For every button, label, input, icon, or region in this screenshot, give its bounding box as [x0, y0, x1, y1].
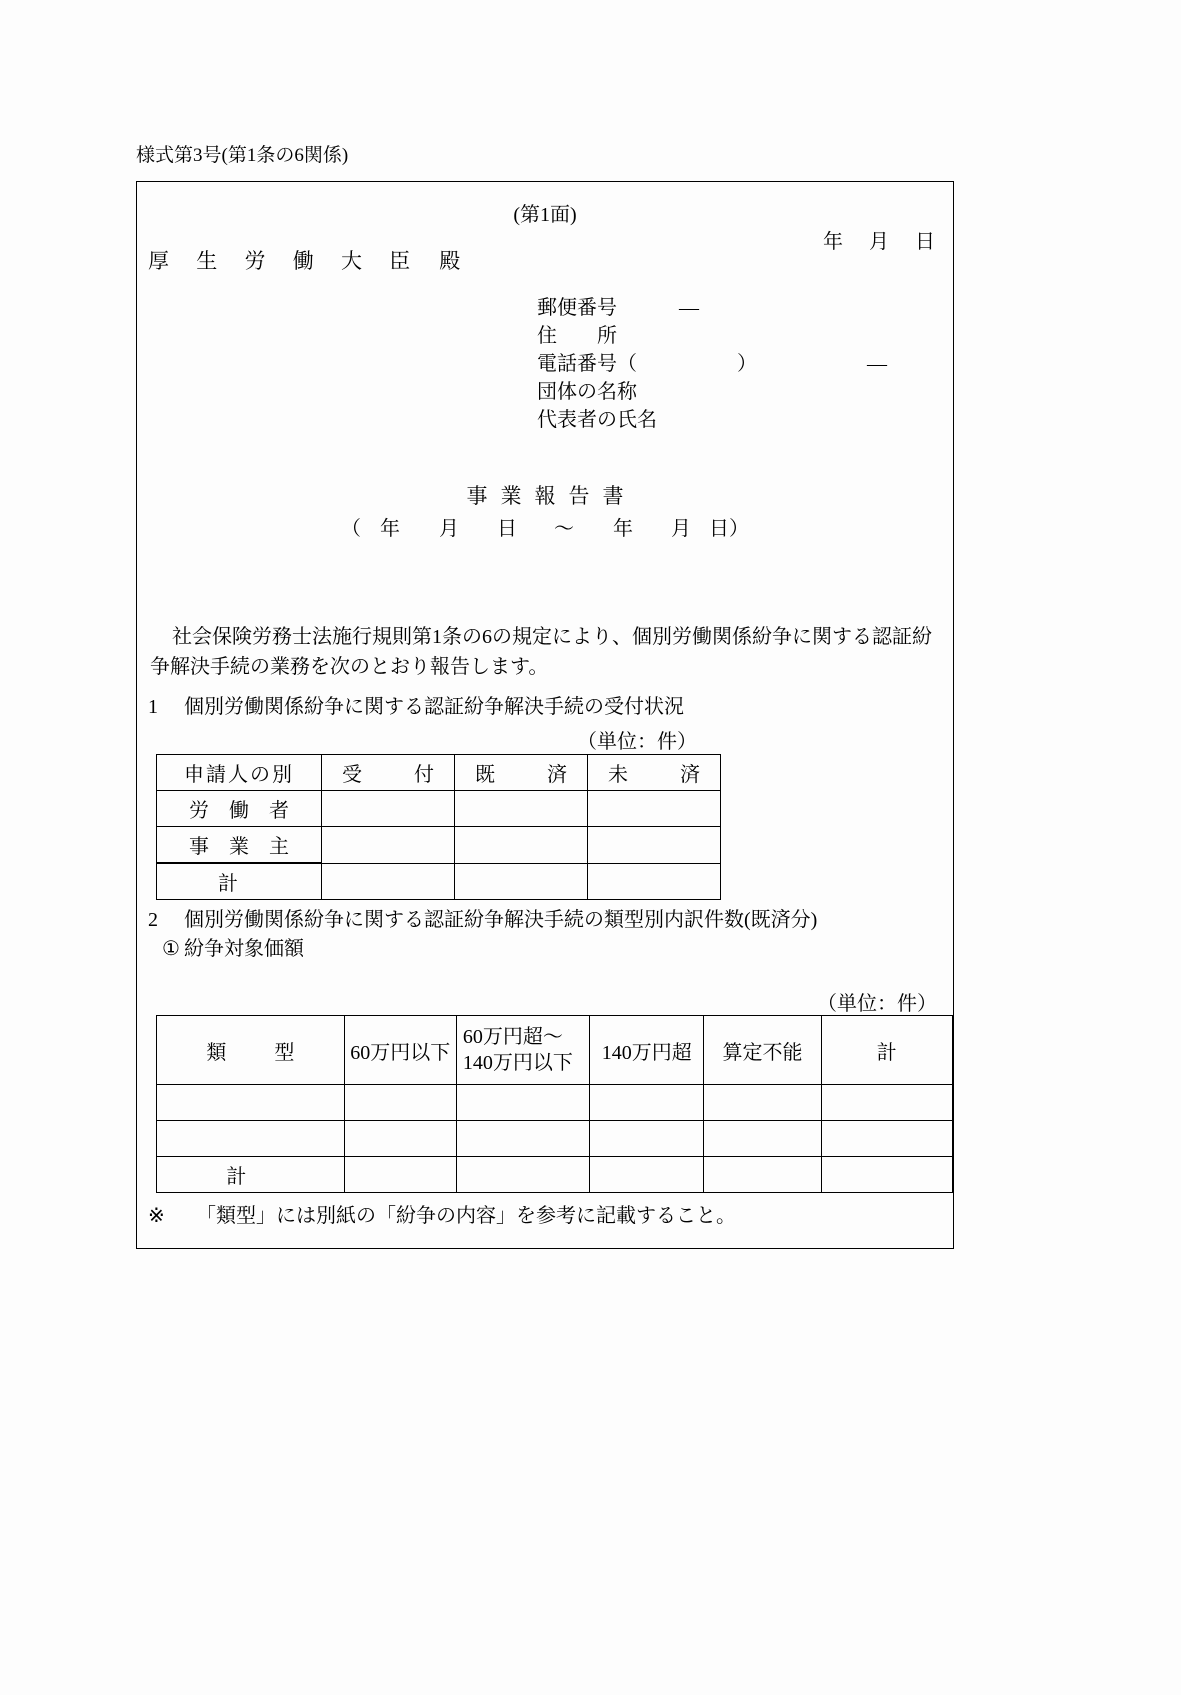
section2-heading [148, 903, 817, 932]
table-header-row [157, 1016, 953, 1085]
body-paragraph: 社会保険労務士法施行規則第1条の6の規定により、個別労働関係紛争に関する認証紛争解決手続の業務を次のとおり報告します。 [150, 626, 932, 678]
representative-name-label: 代表者の氏名 [537, 409, 657, 431]
addressee-label: 厚 生 労 働 大 臣 [148, 249, 422, 273]
document-title: 事業報告書 [466, 484, 637, 508]
header-over-1400k: 140万円超 [589, 1016, 704, 1085]
row-label-total: 計 [157, 1157, 345, 1193]
addressee-honorific: 殿 [439, 249, 472, 273]
table-row [157, 827, 721, 864]
cell-total-not-calculable[interactable] [704, 1157, 821, 1193]
header-completed: 既 済 [455, 755, 588, 791]
cell-worker-received[interactable] [322, 791, 455, 827]
header-applicant-type: 申請人の別 [157, 755, 322, 791]
section1-number: 1 [148, 696, 158, 718]
section2-subsection-title: 紛争対象価額 [184, 938, 304, 960]
period-year-start: 年 [380, 518, 400, 540]
face-label: (第1面) [513, 204, 577, 226]
period-year-end: 年 [613, 518, 633, 540]
cell-total-received[interactable] [322, 863, 455, 900]
cell-row2-600k-to-1400k[interactable] [456, 1121, 589, 1157]
section1-unit-note: （単位：件） [577, 731, 697, 753]
cell-row1-600k-to-1400k[interactable] [456, 1085, 589, 1121]
table-row [157, 791, 721, 827]
date-year-label: 年 [823, 231, 843, 253]
table-row-total [157, 1157, 953, 1193]
telephone-label: 電話番号 [537, 353, 617, 375]
cell-employer-received[interactable] [322, 827, 455, 864]
cell-grand-total[interactable] [821, 1157, 952, 1193]
cell-row1-total[interactable] [821, 1085, 952, 1121]
footnote [148, 1199, 736, 1228]
date-month-label: 月 [869, 231, 889, 253]
footnote-mark: ※ [148, 1205, 165, 1227]
organization-name-label: 団体の名称 [537, 381, 637, 403]
form-number: 様式第3号(第1条の6関係) [136, 145, 349, 166]
header-not-calculable: 算定不能 [704, 1016, 821, 1085]
period-day-start: 日 [497, 518, 517, 540]
period-tilde: ～ [554, 518, 574, 540]
header-type: 類 型 [157, 1016, 345, 1085]
applicant-info-block [537, 294, 887, 434]
row-label-employer: 事 業 主 [157, 827, 322, 864]
section1-title-text: 個別労働関係紛争に関する認証紛争解決手続の受付状況 [184, 696, 684, 718]
telephone-row [537, 350, 887, 378]
section2-unit-note: （単位：件） [817, 993, 937, 1015]
telephone-dash: — [867, 353, 887, 375]
telephone-open-paren: （ [617, 353, 637, 375]
dispute-amount-table [156, 1015, 953, 1193]
table-header-row [157, 755, 721, 791]
cell-employer-pending[interactable] [588, 827, 721, 864]
telephone-close-paren: ） [737, 353, 757, 375]
address-row [537, 322, 887, 350]
section2-title-text: 個別労働関係紛争に関する認証紛争解決手続の類型別内訳件数(既済分) [184, 909, 818, 931]
cell-total-600k-to-1400k[interactable] [456, 1157, 589, 1193]
header-pending: 未 済 [588, 755, 721, 791]
postal-dash: — [679, 297, 699, 319]
cell-row1-not-calculable[interactable] [704, 1085, 821, 1121]
period-month-end: 月 [671, 518, 691, 540]
address-label: 住 所 [537, 325, 617, 347]
header-600k-to-1400k-line2: 140万円以下 [462, 1052, 573, 1074]
cell-row2-total[interactable] [821, 1121, 952, 1157]
cell-row1-under-600k[interactable] [344, 1085, 456, 1121]
cell-row2-over-1400k[interactable] [589, 1121, 704, 1157]
header-600k-to-1400k [456, 1016, 589, 1085]
section2-subheading [148, 932, 304, 961]
organization-name-row [537, 378, 887, 406]
header-600k-to-1400k-line1: 60万円超～ [462, 1026, 563, 1048]
representative-name-row [537, 406, 887, 434]
table-row [157, 1121, 953, 1157]
postal-label: 郵便番号 [537, 297, 617, 319]
cell-worker-completed[interactable] [455, 791, 588, 827]
header-received: 受 付 [322, 755, 455, 791]
cell-total-pending[interactable] [588, 863, 721, 900]
cell-employer-completed[interactable] [455, 827, 588, 864]
cell-type-row2[interactable] [157, 1121, 345, 1157]
form-frame [136, 181, 954, 1249]
date-day-label: 日 [915, 231, 935, 253]
section2-subsection-number: ① [162, 938, 180, 960]
cell-row2-not-calculable[interactable] [704, 1121, 821, 1157]
cell-type-row1[interactable] [157, 1085, 345, 1121]
cell-total-over-1400k[interactable] [589, 1157, 704, 1193]
reporting-period-line [137, 512, 953, 541]
period-day-end: 日 [709, 518, 729, 540]
date-line [823, 225, 935, 254]
period-month-start: 月 [439, 518, 459, 540]
postal-row [537, 294, 887, 322]
period-open-paren: （ [341, 518, 361, 540]
header-under-600k: 60万円以下 [344, 1016, 456, 1085]
header-total: 計 [821, 1016, 952, 1085]
cell-row1-over-1400k[interactable] [589, 1085, 704, 1121]
table-row-total [157, 863, 721, 900]
footnote-text: 「類型」には別紙の「紛争の内容」を参考に記載すること。 [196, 1205, 736, 1227]
row-label-worker: 労 働 者 [157, 791, 322, 827]
cell-total-under-600k[interactable] [344, 1157, 456, 1193]
row-label-total: 計 [157, 863, 322, 900]
period-close-paren: ） [729, 518, 749, 540]
cell-row2-under-600k[interactable] [344, 1121, 456, 1157]
table-row [157, 1085, 953, 1121]
section1-heading [148, 690, 684, 719]
cell-worker-pending[interactable] [588, 791, 721, 827]
receipt-status-table [156, 754, 721, 900]
addressee-line [148, 245, 471, 275]
cell-total-completed[interactable] [455, 863, 588, 900]
section2-number: 2 [148, 909, 158, 931]
